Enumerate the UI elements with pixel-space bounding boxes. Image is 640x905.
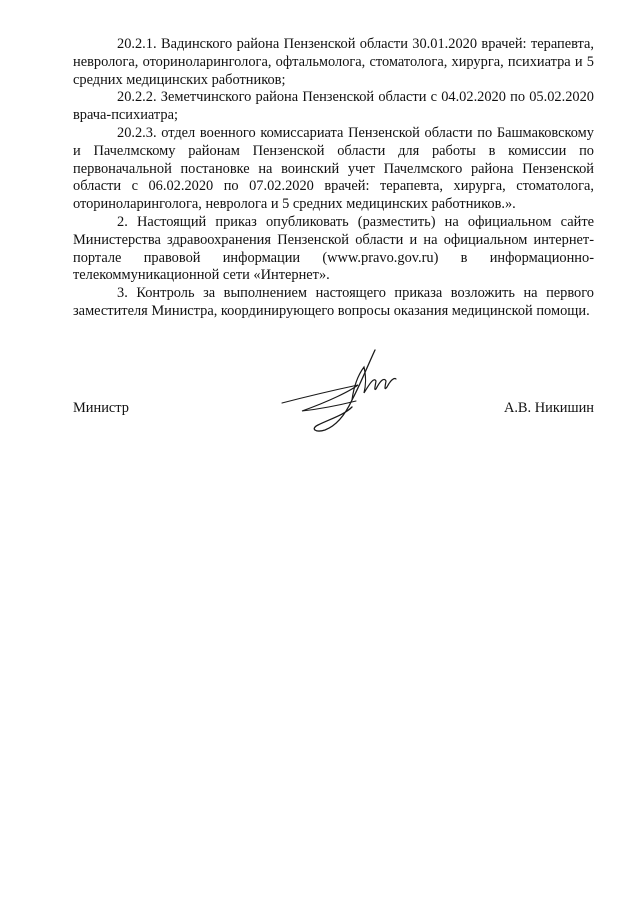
signer-title: Министр [73, 400, 129, 416]
paragraph-20-2-1: 20.2.1. Вадинского района Пензенской области 30.01.2020 врачей: терапевта, невролога, оториноларинголога, офтальмолога, стоматолога, хирурга, психиатра и 5 средних медицинских работников; [73, 36, 594, 88]
paragraph-3-control: 3. Контроль за выполнением настоящего приказа возложить на первого заместителя Министра, координирующего вопросы оказания медицинской помощи. [73, 285, 594, 319]
signature-block [73, 398, 594, 422]
paragraph-2-publish: 2. Настоящий приказ опубликовать (разместить) на официальном сайте Министерства здравоохранения Пензенской области и на официальном интернет-портале правовой информации (www.pravo.gov.ru) в информационно-телекоммуникационной сети «Интернет». [73, 213, 594, 284]
paragraph-20-2-2: 20.2.2. Земетчинского района Пензенской области с 04.02.2020 по 05.02.2020 врача-психиатра; [73, 89, 594, 124]
signer-name: А.В. Никишин [503, 400, 594, 416]
paragraph-20-2-3: 20.2.3. отдел военного комиссариата Пензенской области по Башмаковскому и Пачелмскому районам Пензенской области для работы в комиссии по первоначальной постановке на воинский учет Пачелмского района Пензенской области с 06.02.2020 по 07.02.2020 врачей: терапевта, хирурга, стоматолога, оториноларинголога, невролога и 5 средних медицинских работников.». [73, 124, 594, 213]
document-body [73, 36, 594, 321]
